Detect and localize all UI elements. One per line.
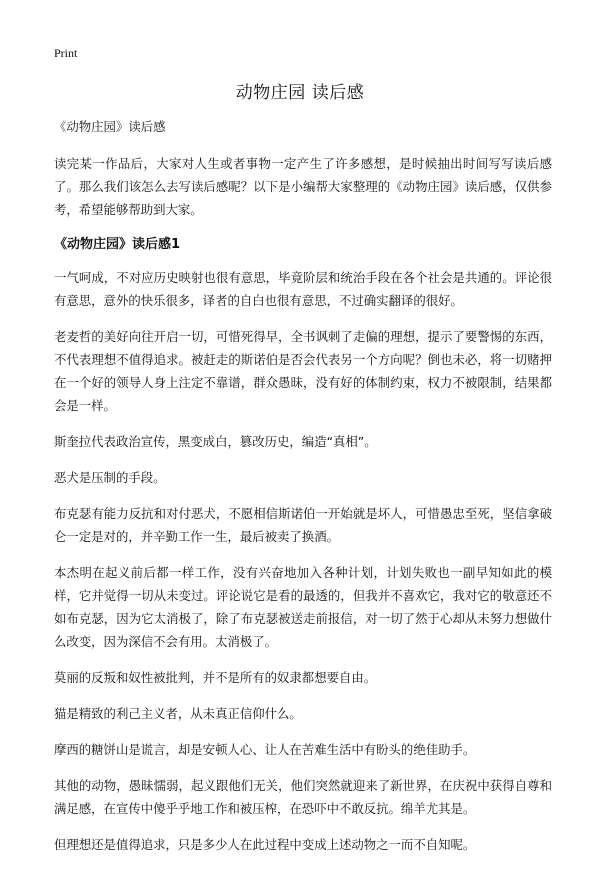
body-paragraph: 但理想还是值得追求，只是多少人在此过程中变成上述动物之一而不自知呢。: [54, 837, 476, 852]
body-paragraph: 其他的动物，愚昧懦弱，起义跟他们无关，他们突然就迎来了新世界，在庆祝中获得自尊和满足感，在宣传中傻乎乎地工作和被压榨，在恐吓中不敢反抗。绵羊尤其是。: [54, 778, 552, 816]
article-subtitle: 《动物庄园》读后感: [54, 119, 166, 134]
body-paragraph: 斯奎拉代表政治宣传，黑变成白，篡改历史，编造“真相”。: [54, 434, 377, 449]
page-title: 动物庄园 读后感: [235, 83, 365, 103]
body-paragraph: 一气呵成，不对应历史映射也很有意思，毕竟阶层和统治手段在各个社会是共通的。评论很有意思，意外的快乐很多，译者的自白也很有意思，不过确实翻译的很好。: [54, 270, 552, 308]
body-paragraph: 摩西的糖饼山是谎言，却是安顿人心、让人在苦难生活中有盼头的绝佳助手。: [54, 742, 476, 757]
body-paragraph: 恶犬是压制的手段。: [54, 470, 166, 485]
section-heading: 《动物庄园》读后感1: [54, 237, 181, 252]
body-paragraph: 本杰明在起义前后都一样工作，没有兴奋地加入各种计划，计划失败也一副早知如此的模样，它并觉得一切从未变过。评论说它是看的最透的，但我并不喜欢它，我对它的敬意还不如布克瑟，因为它太消极了，除了布克瑟被送走前报信，对一切了然于心却从未努力想做什么改变，因为深信不会有用。太消极了。: [54, 565, 552, 649]
body-paragraph: 莫丽的反叛和奴性被批判，并不是所有的奴隶都想要自由。: [54, 670, 377, 685]
body-paragraph: 猫是精致的利己主义者，从未真正信仰什么。: [54, 706, 302, 721]
print-link[interactable]: Print: [54, 46, 78, 60]
body-paragraph: 布克瑟有能力反抗和对付恶犬，不愿相信斯诺伯一开始就是坏人，可惜愚忠至死，坚信拿破仑一定是对的，并辛勤工作一生，最后被卖了换酒。: [54, 506, 552, 544]
article-body: [54, 116, 552, 869]
intro-paragraph: 读完某一作品后，大家对人生或者事物一定产生了许多感想，是时候抽出时间写写读后感了。那么我们该怎么去写读后感呢？以下是小编帮大家整理的《动物庄园》读后感，仅供参考，希望能够帮助到大家。: [54, 156, 552, 217]
body-paragraph: 老麦哲的美好向往开启一切，可惜死得早，全书讽刺了走偏的理想，提示了要警惕的东西，不代表理想不值得追求。被赶走的斯诺伯是否会代表另一个方向呢？倒也未必，将一切赌押在一个好的领导人身上注定不靠谱，群众愚昧，没有好的体制约束，权力不被限制，结果都会是一样。: [54, 329, 552, 413]
